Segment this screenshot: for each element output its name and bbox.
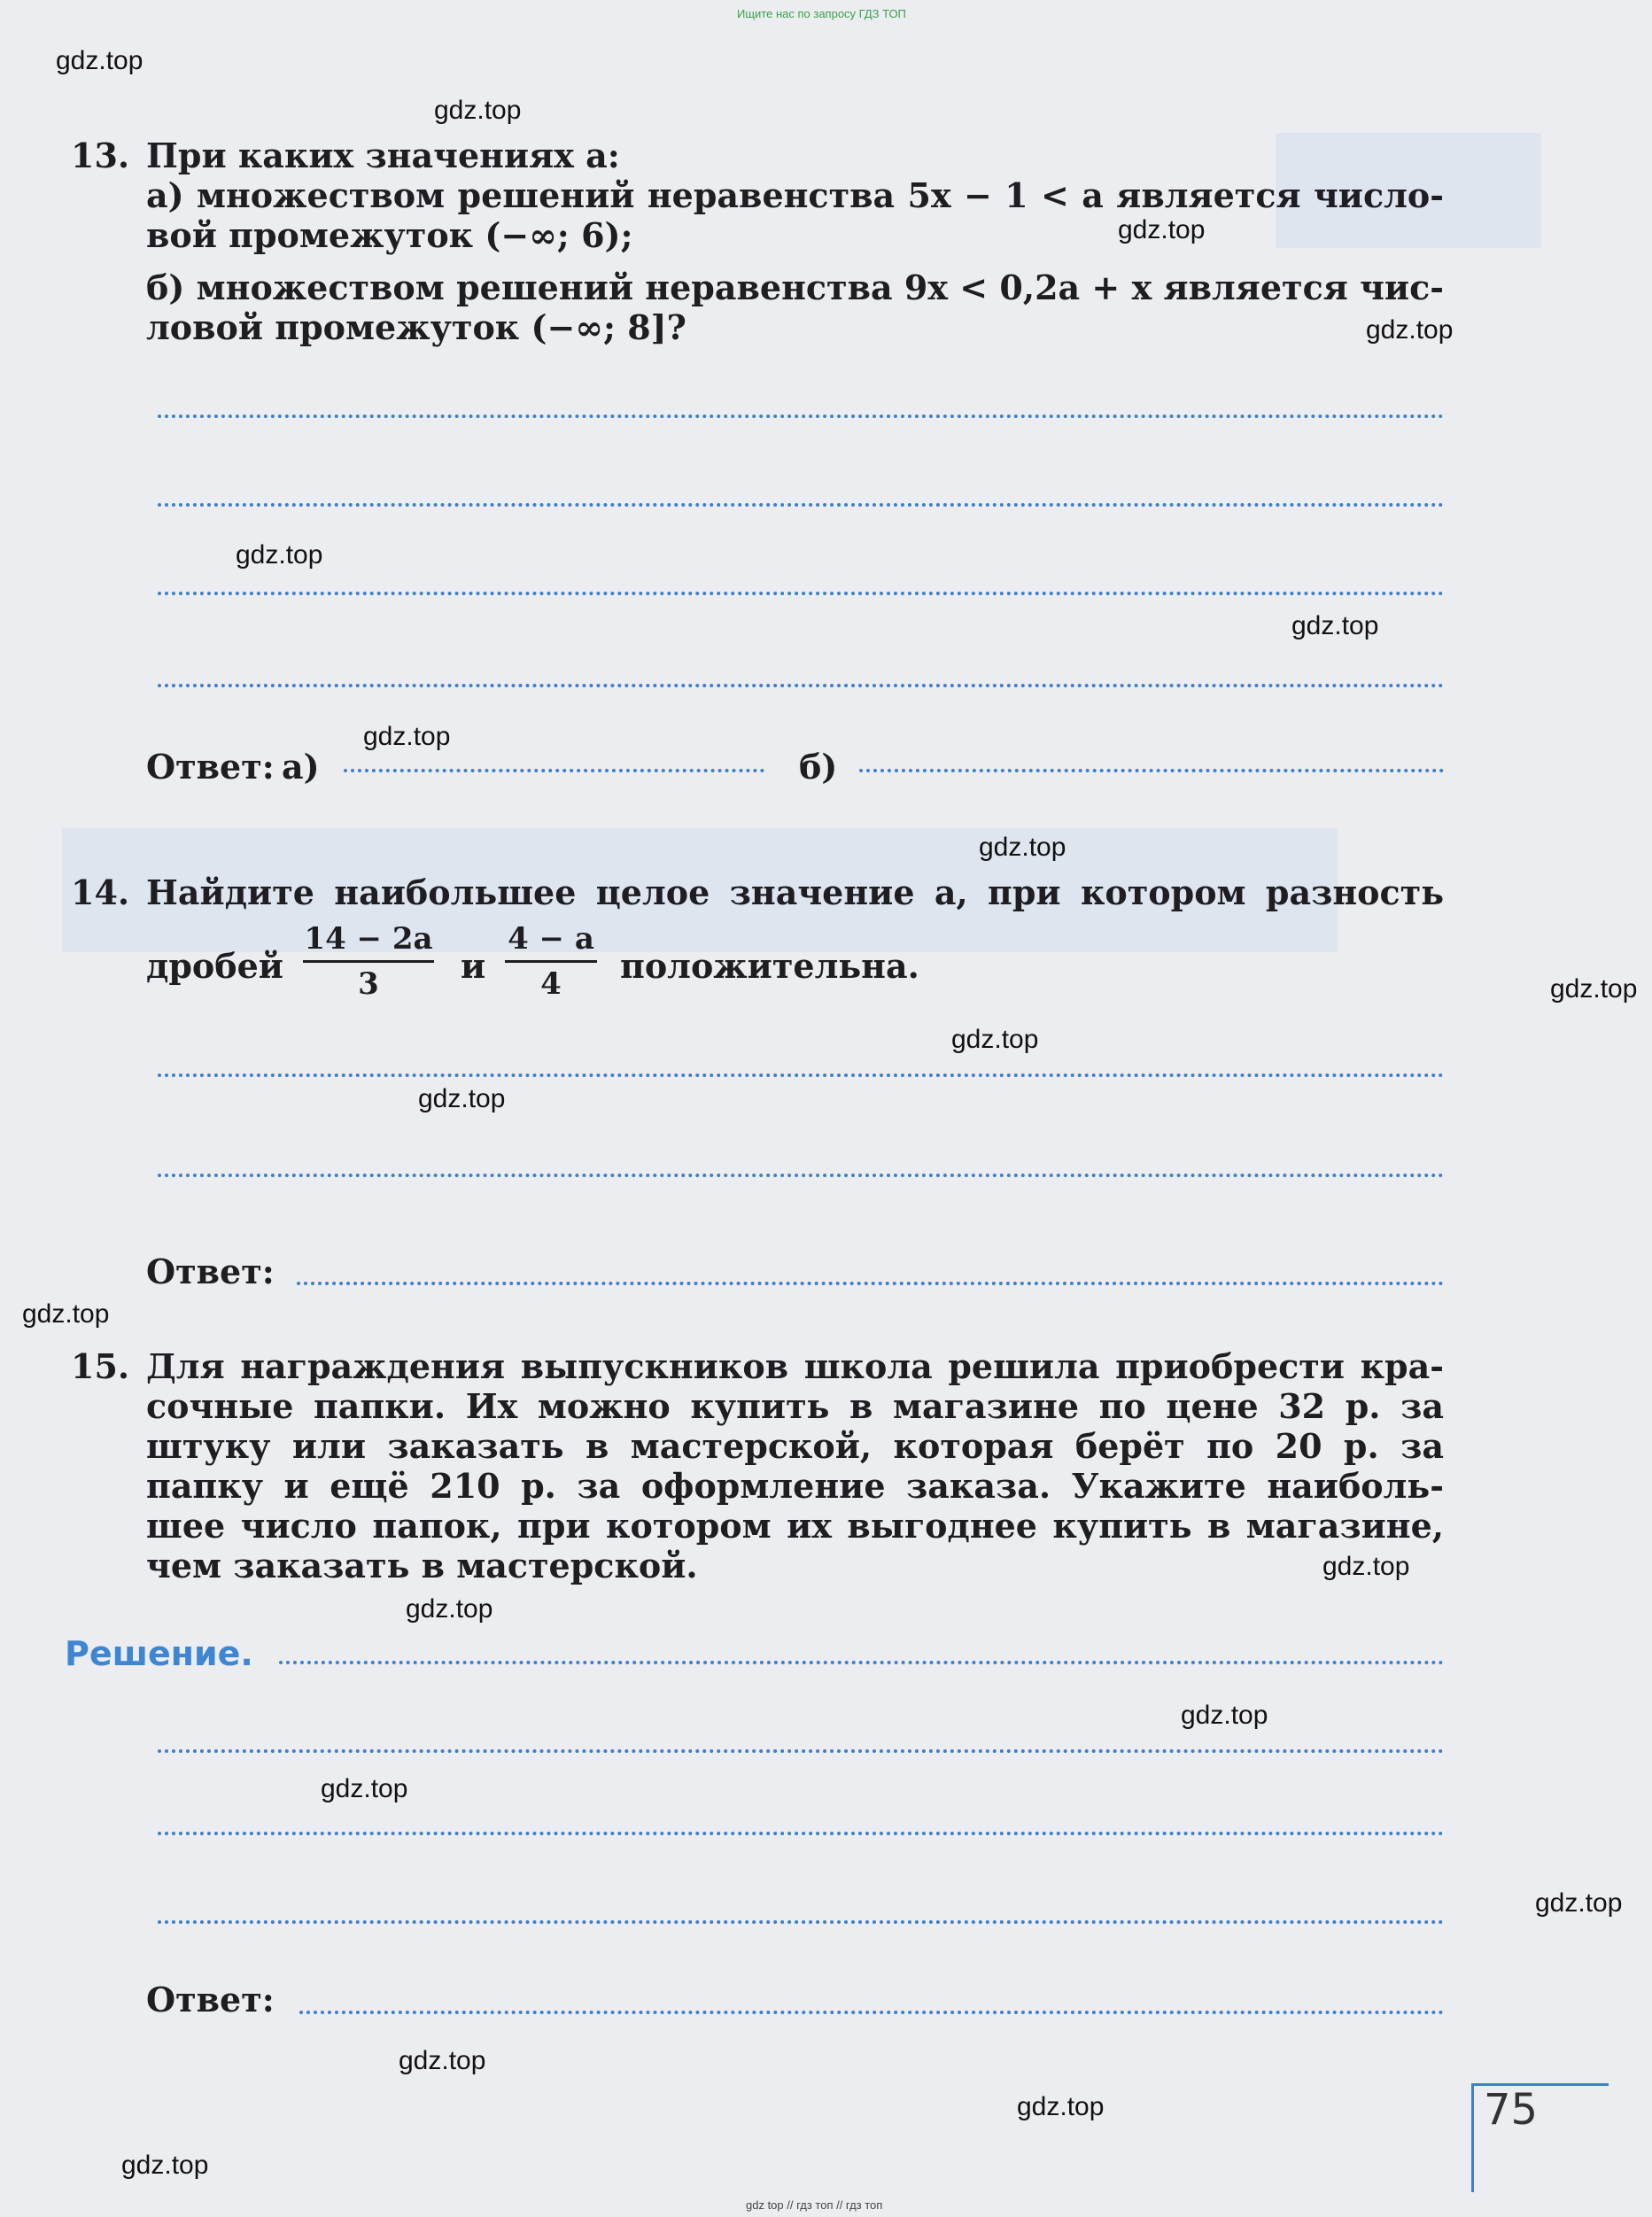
task-14-number: 14. (71, 872, 130, 912)
task-14-line-1: Найдите наибольшее целое значение a, при котором разность (146, 872, 1444, 912)
task-13-answer-a-field[interactable] (344, 769, 764, 772)
watermark: gdz.top (236, 540, 323, 570)
watermark: gdz.top (399, 2046, 486, 2075)
task-14-fraction-2 (505, 921, 597, 1002)
task-14-answer-field[interactable] (297, 1282, 1444, 1285)
page-number: 75 (1484, 2085, 1539, 2135)
task-13-part-a-line-1: а) множеством решений неравенства 5x − 1 < a является число- (146, 175, 1444, 215)
answer-writing-line[interactable] (158, 592, 1444, 595)
task-14-fraction-1 (303, 921, 434, 1002)
bottom-footer: gdz top // гдз топ // гдз топ (746, 2198, 883, 2212)
watermark: gdz.top (121, 2151, 209, 2180)
watermark: gdz.top (406, 1594, 493, 1624)
watermark: gdz.top (321, 1774, 408, 1803)
watermark: gdz.top (1291, 611, 1379, 640)
task-15-number: 15. (71, 1346, 130, 1386)
answer-writing-line[interactable] (158, 415, 1444, 418)
answer-writing-line[interactable] (158, 684, 1444, 687)
watermark: gdz.top (951, 1025, 1039, 1054)
answer-writing-line[interactable] (158, 1174, 1444, 1177)
fraction-1-denominator: 3 (358, 966, 379, 1002)
watermark: gdz.top (1366, 315, 1454, 345)
watermark: gdz.top (979, 833, 1066, 862)
task-15-answer-field[interactable] (299, 2011, 1444, 2014)
task-15-solution-label: Решение. (65, 1634, 253, 1673)
task-15-line-5: шее число папок, при котором их выгоднее купить в магазине, (146, 1506, 1444, 1546)
task-13-intro: При каких значениях a: (146, 136, 620, 175)
solution-writing-line[interactable] (158, 1920, 1444, 1924)
task-15-answer-label: Ответ: (146, 1980, 275, 2019)
answer-writing-line[interactable] (158, 1074, 1444, 1077)
task-15-line-6: чем заказать в мастерской. (146, 1546, 698, 1585)
top-banner: Ищите нас по запросу ГДЗ ТОП (737, 7, 906, 20)
fraction-2-denominator: 4 (540, 966, 562, 1002)
task-14-word-before: дробей (146, 946, 283, 986)
task-13-answer-label: Ответ: (146, 747, 275, 787)
task-14-conjunction: и (461, 946, 486, 986)
watermark: gdz.top (434, 96, 522, 125)
solution-writing-line[interactable] (279, 1661, 1444, 1664)
task-13-part-b-line-2: ловой промежуток (−∞; 8]? (146, 307, 686, 347)
watermark: gdz.top (22, 1299, 110, 1329)
answer-writing-line[interactable] (158, 503, 1444, 507)
watermark: gdz.top (1535, 1888, 1623, 1918)
fraction-2-bar (505, 960, 597, 963)
task-15-line-4: папку и ещё 210 р. за оформление заказа. Укажите наиболь- (146, 1466, 1444, 1506)
task-15-line-1: Для награждения выпускников школа решила приобрести кра- (146, 1346, 1444, 1386)
fraction-1-numerator: 14 − 2a (304, 921, 433, 957)
task-15-line-3: штуку или заказать в мастерской, которая берёт по 20 р. за (146, 1426, 1444, 1466)
task-13-part-a-line-2: вой промежуток (−∞; 6); (146, 215, 633, 255)
task-13-answer-b-label: б) (799, 747, 838, 787)
watermark: gdz.top (1322, 1552, 1410, 1581)
watermark: gdz.top (1017, 2092, 1105, 2121)
fraction-1-bar (303, 960, 434, 963)
task-14-answer-label: Ответ: (146, 1252, 275, 1291)
watermark: gdz.top (56, 46, 143, 75)
solution-writing-line[interactable] (158, 1832, 1444, 1835)
task-14-word-after: положительна. (620, 946, 919, 986)
solution-writing-line[interactable] (158, 1749, 1444, 1753)
task-13-answer-a-label: а) (282, 747, 320, 787)
watermark: gdz.top (418, 1084, 506, 1113)
task-13-answer-b-field[interactable] (859, 769, 1444, 772)
task-15-line-2: сочные папки. Их можно купить в магазине по цене 32 р. за (146, 1386, 1444, 1426)
watermark: gdz.top (1550, 974, 1638, 1004)
fraction-2-numerator: 4 − a (508, 921, 594, 957)
watermark: gdz.top (1181, 1701, 1268, 1730)
watermark: gdz.top (363, 722, 451, 751)
task-13-part-b-line-1: б) множеством решений неравенства 9x < 0,2a + x является чис- (146, 267, 1444, 307)
task-13-number: 13. (71, 136, 130, 175)
watermark: gdz.top (1118, 215, 1206, 244)
